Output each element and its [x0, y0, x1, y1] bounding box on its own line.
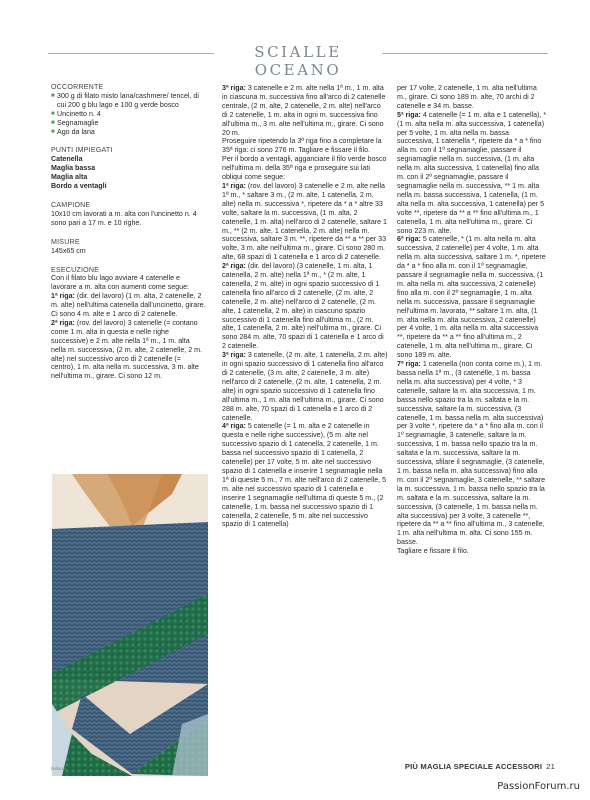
title-rule-left	[48, 53, 214, 54]
materials-item: ■ Uncinetto n. 4	[51, 109, 101, 118]
gauge-text: 10x10 cm lavorati a m. alta con l'uncinetto n. 4 sono pari a 17 m. e 10 righe.	[51, 209, 197, 227]
page-title: SCIALLE OCEANO	[254, 43, 342, 79]
gauge-heading: CAMPIONE	[51, 200, 91, 209]
instruction-paragraph: Per il bordo a ventagli, agganciare il filo verde bosco nell'ultima m. della 35ª riga e proseguire sui lati obliqui come segue:	[222, 155, 387, 182]
instruction-row: 1ª riga: (dir. del lavoro) (1 m. alta, 2 catenelle, 2 m. alte) nell'ultima catenella dall'uncinetto, girare. Ci sono 4 m. alte e 1 arco di 2 catenelle.	[51, 292, 206, 319]
photo-credit: bellana	[51, 766, 66, 771]
bullet-icon: ■	[51, 128, 55, 135]
page-header	[0, 40, 590, 79]
materials-heading: OCCORRENTE	[51, 83, 104, 91]
stitch-item: Bordo a ventagli	[51, 182, 107, 191]
instruction-row: 6ª riga: 5 catenelle, * (1 m. alta nella m. alta successiva, 2 catenelle) per 4 volte, 1 m. alta nella m. alta successiva, saltare 1 m. *, ripetere da * a * fino alla m. con il 1º segnamaglie, passare il segnamaglie nella m. successiva, (1 m. alta nella m. alta successiva, 2 catenelle) fino alla m. con il 2º segnamaglie, 1 m. alta nella m. successiva, passare il segnamaglie nell'ultima m. lavorata, ** saltare 1 m. alta, (1 m. alta nella m. alta successiva, 2 catenelle) per 4 volte, 1 m. alta nella m. alta successiva **, ripetere da ** a ** fino all'ultima m., 2 catenelle, 1 m. alta nell'ultima m., girare. Ci sono 189 m. alte.	[397, 235, 546, 360]
column-instructions-1	[222, 84, 388, 529]
instruction-row: 7ª riga: 1 catenella (non conta come m.), 1 m. bassa nella 1ª m., (3 catenelle, 1 m. bassa nella m. alta successiva) per 4 volte, * 3 catenelle, saltare la m. alta successiva, 1 m. bassa nello spazio tra la m. saltata e la m. successiva, saltare la m. successiva, (3 catenelle, 1 m. bassa nella m. alta successiva) per 3 volte *, ripetere da * a * fino alla m. con il 1º segnamaglie, 3 catenelle, saltare la m. successiva, 1 m. bassa nello spazio tra la m. saltata e la m. successiva, saltare la m. successiva, sfilare il segnamaglie, (3 catenelle, 1 m. bassa nella m. alta successiva) fino alla m. con il 2º segnamaglie, 3 catenelle, ** saltare la m. successiva, 1 m. bassa nello spazio tra la m. saltata e la m. successiva, saltare la m. successiva, (3 catenelle, 1 m. bassa nella m. alta successiva) per 3 volte, 3 catenelle **, ripetere da ** a ** fino all'ultima m., 3 catenelle, 1 m. alta nell'ultima m. alta. Ci sono 155 m. basse.	[397, 360, 546, 547]
watermark: PassionForum.ru	[497, 781, 580, 792]
stitch-item: Catenella	[51, 155, 83, 164]
execution-intro: Con il filato blu lago avviare 4 catenelle e lavorare a m. alta con aumenti come segue:	[51, 274, 190, 292]
column-instructions-2	[397, 84, 547, 556]
page-number: 21	[546, 762, 555, 771]
materials-item: ■ Segnamaglie	[51, 118, 99, 127]
bullet-icon: ■	[51, 110, 55, 117]
instruction-row: 3ª riga: 3 catenelle, (2 m. alte, 1 catenella, 2 m. alte) in ogni spazio successivo di 1 catenella fino all'arco di 2 catenelle, (3 m. alte, 2 catenelle, 3 m. alte) nell'arco di 2 catenelle, (2 m. alte, 1 catenella, 2 m. alte) in ogni spazio successivo di 1 catenella fino all'ultima m., 1 m. alta nell'ultima m., girare. Ci sono 288 m. alte, 70 spazi di 1 catenella e 1 arco di 2 catenelle.	[222, 351, 388, 422]
instruction-paragraph: per 17 volte, 2 catenelle, 1 m. alta nell'ultima m., girare. Ci sono 189 m. alte, 70 archi di 2 catenelle e 34 m. basse.	[397, 84, 537, 110]
materials-item: ■ 300 g di filato misto lana/cashmere/ tencel, di cui 200 g blu lago e 100 g verde bosco	[51, 91, 199, 109]
stitch-item: Maglia bassa	[51, 164, 96, 173]
shawl-photo	[52, 474, 208, 776]
instruction-row: 4ª riga: 5 catenelle (= 1 m. alta e 2 catenelle in questa e nelle righe successive), (5 m. alte nel successivo spazio di 1 catenella, 2 catenelle, 1 m. bassa nel successivo spazio di 1 catenella, 2 catenelle) per 17 volte, 5 m. alte nel successivo spazio di 1 catenella e inserire 1 segnamaglie nella 1ª di queste 5 m., 7 m. alte nell'arco di 2 catenelle, 5 m. alte nel successivo spazio di 1 catenella e inserire 1 segnamaglie nell'ultima di queste 5 m., (2 catenelle, 1 m. bassa nel successivo spazio di 1 catenella, 2 catenelle, 5 m. alte nel successivo spazio di 1 catenella)	[222, 422, 387, 529]
stitches-heading: PUNTI IMPIEGATI	[51, 146, 113, 155]
instruction-row: 3ª riga: 3 catenelle e 2 m. alte nella 1ª m., 1 m. alta in ciascuna m. successiva fino all'arco di 2 catenelle centrale, (2 m. alte, 2 catenelle, 2 m. alte) nell'arco di 2 catenelle, 1 m. alta in ogni m. successiva fino all'ultima m., 3 m. alte nell'ultima m., girare. Ci sono 20 m.	[222, 84, 386, 137]
magazine-section: PIÙ MAGLIA SPECIALE ACCESSORI	[404, 762, 543, 771]
instruction-row: 5ª riga: 4 catenelle (= 1 m. alta e 1 catenella), * (1 m. alta nella m. alta successiva, 1 catenella) per 5 volte, 1 m. alta nella m. bassa successiva, 1 catenella *, ripetere da * a * fino alla m. con il 1º segnamaglie, passare il segnamaglie nella m. successiva, (1 m. alta nella m. alta successiva, 1 catenella) fino alla m. con il 2º segnamaglie, passare il segnamaglie nella m. successiva, ** 1 m. alta nella m. bassa successiva, 1 catenella, (1 m. alta nella m. alta successiva, 1 catenella) per 5 volte **, ripetere da ** a ** fino all'ultima m., 1 catenella, 1 m. alta nell'ultima m., girare. Ci sono 223 m. alte.	[397, 110, 547, 235]
materials-item: ■ Ago da lana	[51, 127, 95, 136]
execution-heading: ESECUZIONE	[51, 265, 100, 274]
column-materials	[51, 83, 206, 381]
instruction-row: 1ª riga: (rov. del lavoro) 3 catenelle e 2 m. alte nella 1ª m., * saltare 3 m., (2 m. alte, 1 catenella, 2 m. alte) nella m. successiva *, ripetere da * a * altre 33 volte, saltare la m. successiva, (1 m. alta, 2 catenelle, 1 m. alta) nell'arco di 2 catenelle, saltare 1 m., ** (2 m. alte, 1 catenella, 2 m. alte) nella m. successiva, saltare 3 m. **, ripetere da ** a ** per 33 volte, 3 m. alte nell'ultima m., girare. Ci sono 280 m. alte, 68 spazi di 1 catenella e 1 arco di 2 catenelle.	[222, 181, 387, 262]
bullet-icon: ■	[51, 92, 55, 99]
instruction-paragraph: Proseguire ripetendo la 3ª riga fino a completare la 35ª riga: ci sono 276 m. Tagliare e fissare il filo.	[222, 137, 382, 155]
size-text: 145x65 cm	[51, 246, 86, 255]
title-rule-right	[382, 53, 548, 54]
instruction-row: 2ª riga: (rov. del lavoro) 3 catenelle (= contano come 1 m. alta in questa e nelle righe successive) e 2 m. alte nella 1ª m., 1 m. alta nella m. successiva, (2 m. alte, 2 catenelle, 2 m. alte) nel successivo arco di 2 catenelle (= centro), 1 m. alta nella m. successiva, 3 m. alte nell'ultima m., girare. Ci sono 12 m.	[51, 318, 203, 381]
stitch-item: Maglia alta	[51, 173, 88, 182]
instruction-paragraph: Tagliare e fissare il filo.	[397, 547, 469, 556]
bullet-icon: ■	[51, 119, 55, 126]
instruction-row: 2ª riga: (dir. del lavoro) (3 catenelle, 1 m. alta, 1 catenella, 2 m. alte) nella 1ª m., * (2 m. alte, 1 catenella, 2 m. alte) in ogni spazio successivo di 1 catenella fino all'arco di 2 catenelle, (2 m. alte, 2 catenelle, 2 m. alte) nell'arco di 2 catenelle, (2 m. alte, 1 catenella, 2 m. alte) in ciascuno spazio successivo di 1 catenella fino all'ultima m., (2 m. alte, 1 catenella, 2 m. alte) nell'ultima m., girare. Ci sono 284 m. alte, 70 spazi di 1 catenella e 1 arco di 2 catenelle.	[222, 262, 384, 351]
running-footer	[405, 762, 555, 771]
size-heading: MISURE	[51, 237, 80, 246]
